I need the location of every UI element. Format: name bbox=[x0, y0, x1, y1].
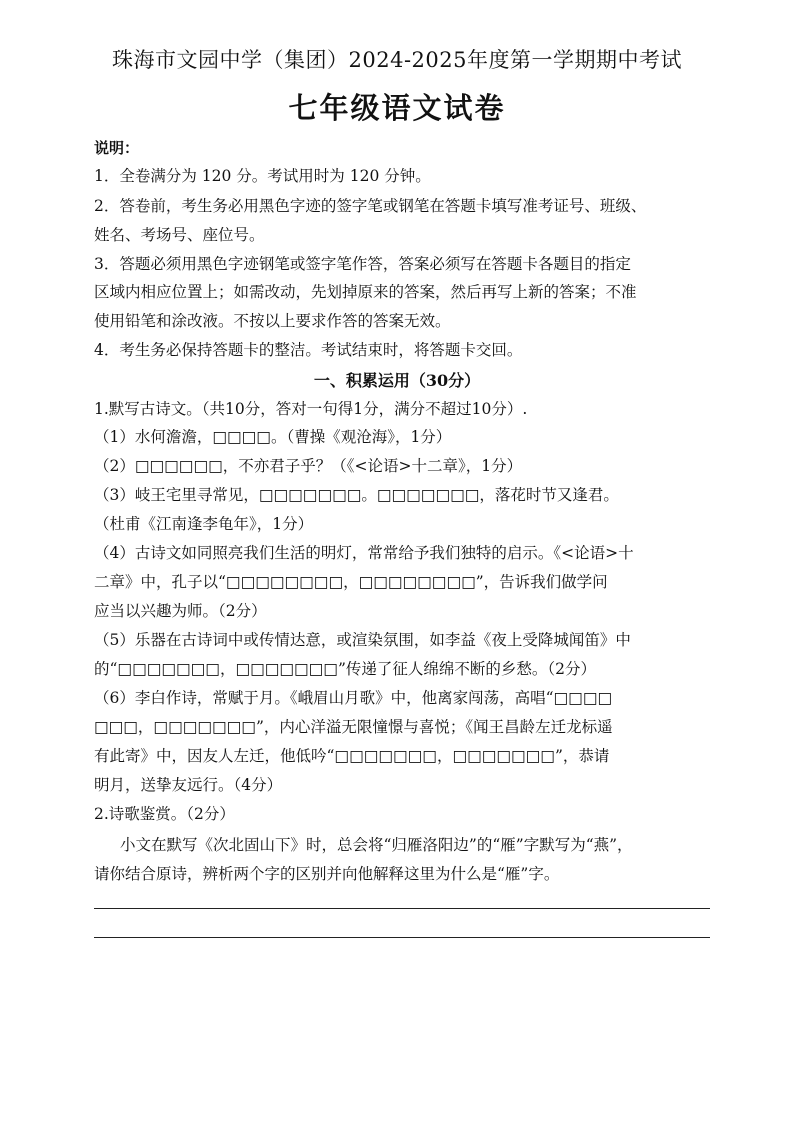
question-1-item-line: （5）乐器在古诗词中或传情达意，或渲染氛围，如李益《夜上受降城闻笛》中 bbox=[94, 631, 631, 649]
question-1-item-line: （3）岐王宅里寻常见，□□□□□□□。□□□□□□□，落花时节又逢君。 bbox=[94, 486, 619, 504]
question-1-item-line: 明月，送挚友远行。（4分） bbox=[94, 776, 283, 794]
note-line-4: 3．答题必须用黑色字迹钢笔或签字笔作答，答案必须写在答题卡各题目的指定 bbox=[94, 255, 631, 273]
question-2-text-line: 小文在默写《次北固山下》时，总会将“归雁洛阳边”的“雁”字默写为“燕”， bbox=[120, 836, 633, 854]
question-1-item-line: （4）古诗文如同照亮我们生活的明灯，常常给予我们独特的启示。《<论语>十 bbox=[94, 544, 634, 562]
question-1-item-line: 的“□□□□□□□，□□□□□□□”传递了征人绵绵不断的乡愁。（2分） bbox=[94, 660, 596, 678]
question-1-stem: 1.默写古诗文。（共10分，答对一句得1分，满分不超过10分）. bbox=[94, 400, 528, 418]
question-1-item-line: 有此寄》中，因友人左迁，他低吟“□□□□□□□，□□□□□□□”，恭请 bbox=[94, 747, 610, 765]
note-line-5: 区域内相应位置上；如需改动，先划掉原来的答案，然后再写上新的答案；不准 bbox=[94, 283, 637, 301]
question-1-item-line: 二章》中，孔子以“□□□□□□□□，□□□□□□□□”，告诉我们做学问 bbox=[94, 573, 608, 591]
question-1-item-line: （6）李白作诗，常赋于月。《峨眉山月歌》中，他离家闯荡，高唱“□□□□ bbox=[94, 689, 613, 707]
note-line-7: 4．考生务必保持答题卡的整洁。考试结束时，将答题卡交回。 bbox=[94, 341, 523, 359]
question-1-item-line: （2）□□□□□□，不亦君子乎？（《<论语>十二章》，1分） bbox=[94, 457, 523, 475]
note-line-3: 姓名、考场号、座位号。 bbox=[94, 226, 265, 244]
note-line-1: 1．全卷满分为 120 分。考试用时为 120 分钟。 bbox=[94, 167, 431, 185]
notes-heading: 说明： bbox=[94, 139, 140, 157]
section-1-title: 一、积累运用（30分） bbox=[313, 371, 481, 390]
answer-line[interactable] bbox=[94, 937, 710, 938]
question-1-item-line: （1）水何澹澹，□□□□。（曹操《观沧海》，1分） bbox=[94, 428, 452, 446]
question-1-item-line: （杜甫《江南逢李龟年》，1分） bbox=[94, 515, 314, 533]
exam-title: 七年级语文试卷 bbox=[288, 91, 506, 125]
question-2-text-line: 请你结合原诗，辨析两个字的区别并向他解释这里为什么是“雁”字。 bbox=[94, 865, 560, 883]
question-2-stem: 2.诗歌鉴赏。（2分） bbox=[94, 805, 235, 823]
question-1-item-line: 应当以兴趣为师。（2分） bbox=[94, 602, 267, 620]
note-line-2: 2．答卷前，考生务必用黑色字迹的签字笔或钢笔在答题卡填写准考证号、班级、 bbox=[94, 197, 647, 215]
answer-line[interactable] bbox=[94, 908, 710, 909]
school-exam-header: 珠海市文园中学（集团）2024-2025年度第一学期期中考试 bbox=[112, 48, 682, 72]
question-1-item-line: □□□，□□□□□□□”，内心洋溢无限憧憬与喜悦；《闻王昌龄左迁龙标遥 bbox=[94, 718, 613, 736]
note-line-6: 使用铅笔和涂改液。不按以上要求作答的答案无效。 bbox=[94, 312, 451, 330]
